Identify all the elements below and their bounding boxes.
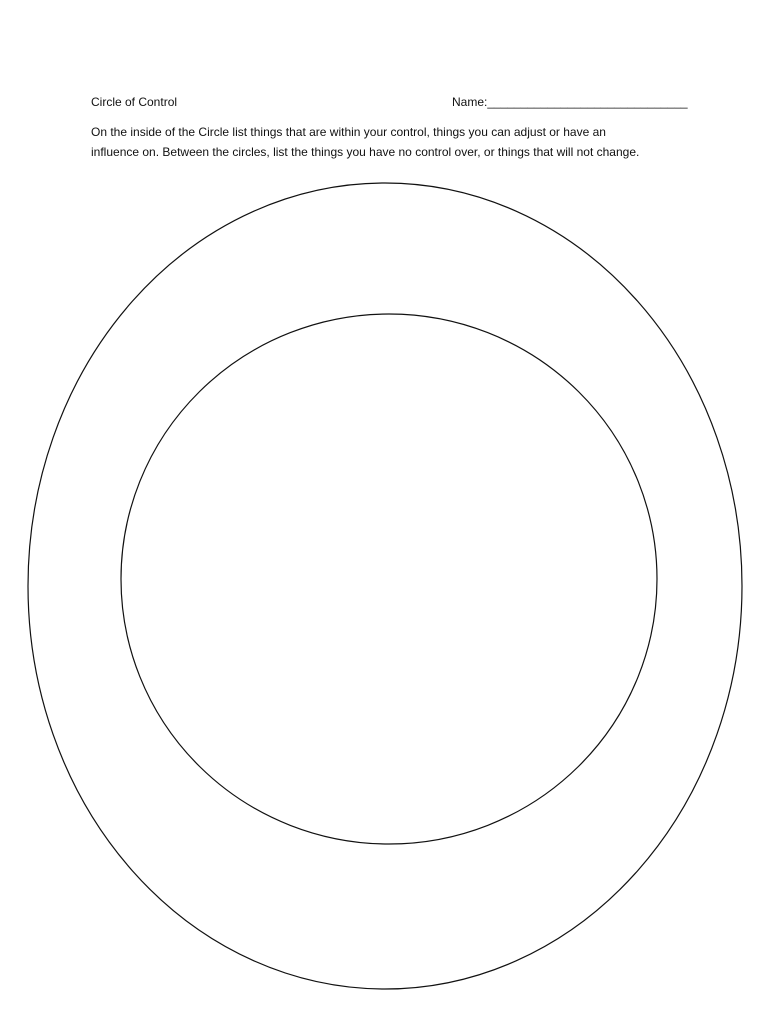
inner-circle[interactable] [121,314,657,844]
instructions-line-2: influence on. Between the circles, list the things you have no control over, or things that will not change. [91,145,640,159]
name-field[interactable]: Name:______________________________ [452,95,688,109]
outer-circle[interactable] [28,183,742,989]
worksheet-title: Circle of Control [91,95,178,109]
instructions-line-1: On the inside of the Circle list things that are within your control, things you can adjust or have an [91,125,606,139]
